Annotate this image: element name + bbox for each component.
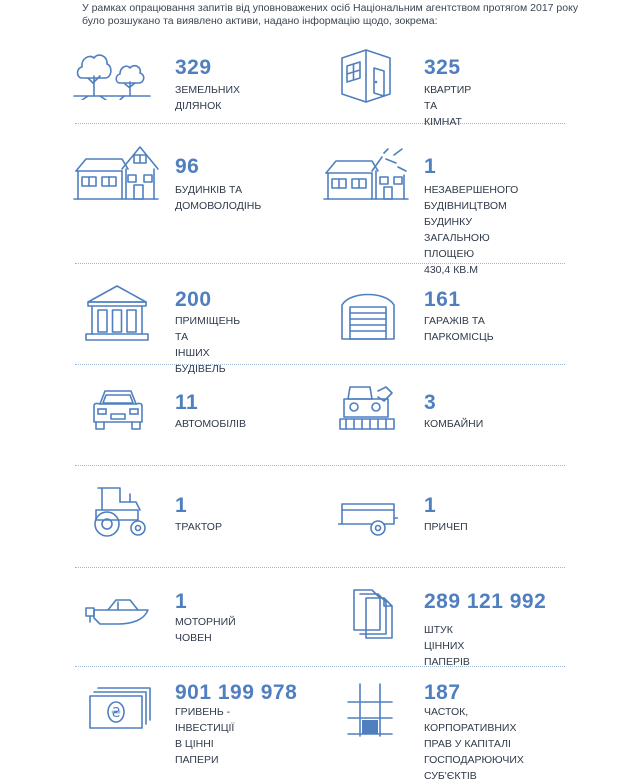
combine-icon bbox=[338, 383, 396, 433]
number-investments: 901 199 978 bbox=[175, 681, 298, 704]
divider bbox=[75, 666, 565, 667]
number-houses: 96 bbox=[175, 155, 200, 178]
label-shares: ЧАСТОК, КОРПОРАТИВНИХ ПРАВ У КАПІТАЛІ ГОСПОДАРЮЮЧИХ СУБ'ЄКТІВ bbox=[424, 706, 524, 782]
label-garages: ГАРАЖІВ ТА ПАРКОМІСЦЬ bbox=[424, 315, 494, 343]
label-cars: АВТОМОБІЛІВ bbox=[175, 418, 246, 430]
label-land-plots: ЗЕМЕЛЬНИХ ДІЛЯНОК bbox=[175, 84, 241, 112]
label-unfinished-house: НЕЗАВЕРШЕНОГО БУДІВНИЦТВОМ БУДИНКУ ЗАГАЛЬНОЮ ПЛОЩЕЮ 430,4 КВ.М bbox=[424, 184, 519, 276]
label-apartments: КВАРТИР ТА КІМНАТ bbox=[424, 84, 472, 128]
number-land-plots: 329 bbox=[175, 56, 212, 79]
number-premises: 200 bbox=[175, 288, 212, 311]
divider bbox=[75, 465, 565, 466]
motorboat-icon bbox=[82, 590, 156, 630]
number-tractor: 1 bbox=[175, 494, 188, 517]
garage-icon bbox=[340, 287, 396, 341]
divider bbox=[75, 567, 565, 568]
label-premises: ПРИМІЩЕНЬ ТА ІНШИХ БУДІВЕЛЬ bbox=[175, 315, 241, 375]
label-trailer: ПРИЧЕП bbox=[424, 521, 468, 533]
number-combines: 3 bbox=[424, 391, 437, 414]
banknotes-icon bbox=[88, 686, 152, 732]
label-motorboat: МОТОРНИЙ ЧОВЕН bbox=[175, 616, 236, 644]
number-unfinished-house: 1 bbox=[424, 155, 437, 178]
number-apartments: 325 bbox=[424, 56, 461, 79]
trees-icon bbox=[72, 48, 152, 100]
label-combines: КОМБАЙНИ bbox=[424, 418, 484, 430]
divider bbox=[75, 364, 565, 365]
number-cars: 11 bbox=[175, 391, 199, 414]
shares-icon bbox=[346, 682, 394, 738]
number-trailer: 1 bbox=[424, 494, 437, 517]
tractor-icon bbox=[92, 484, 150, 538]
label-houses: БУДИНКІВ ТА ДОМОВОЛОДІНЬ bbox=[175, 184, 262, 212]
divider bbox=[75, 123, 565, 124]
building-icon bbox=[84, 284, 150, 342]
label-tractor: ТРАКТОР bbox=[175, 521, 222, 533]
number-securities: 289 121 992 bbox=[424, 590, 547, 613]
documents-icon bbox=[350, 584, 394, 640]
house-icon bbox=[72, 143, 160, 201]
trailer-icon bbox=[338, 498, 398, 538]
label-investments: ГРИВЕНЬ - ІНВЕСТИЦІЇ В ЦІННІ ПАПЕРИ bbox=[175, 706, 235, 766]
room-icon bbox=[338, 46, 396, 104]
label-securities: ШТУК ЦІННИХ ПАПЕРІВ bbox=[424, 624, 470, 668]
number-garages: 161 bbox=[424, 288, 461, 311]
intro-text: У рамках опрацювання запитів від уповноважених осіб Національним агентством протягом 2017 року було розшукано та виявлено активи, надано інформацію щодо, зокрема: bbox=[82, 2, 579, 27]
car-icon bbox=[90, 386, 146, 432]
hryvnia-symbol: ₴ bbox=[110, 706, 122, 721]
unfinished-house-icon bbox=[322, 145, 410, 201]
number-shares: 187 bbox=[424, 681, 461, 704]
number-motorboat: 1 bbox=[175, 590, 188, 613]
